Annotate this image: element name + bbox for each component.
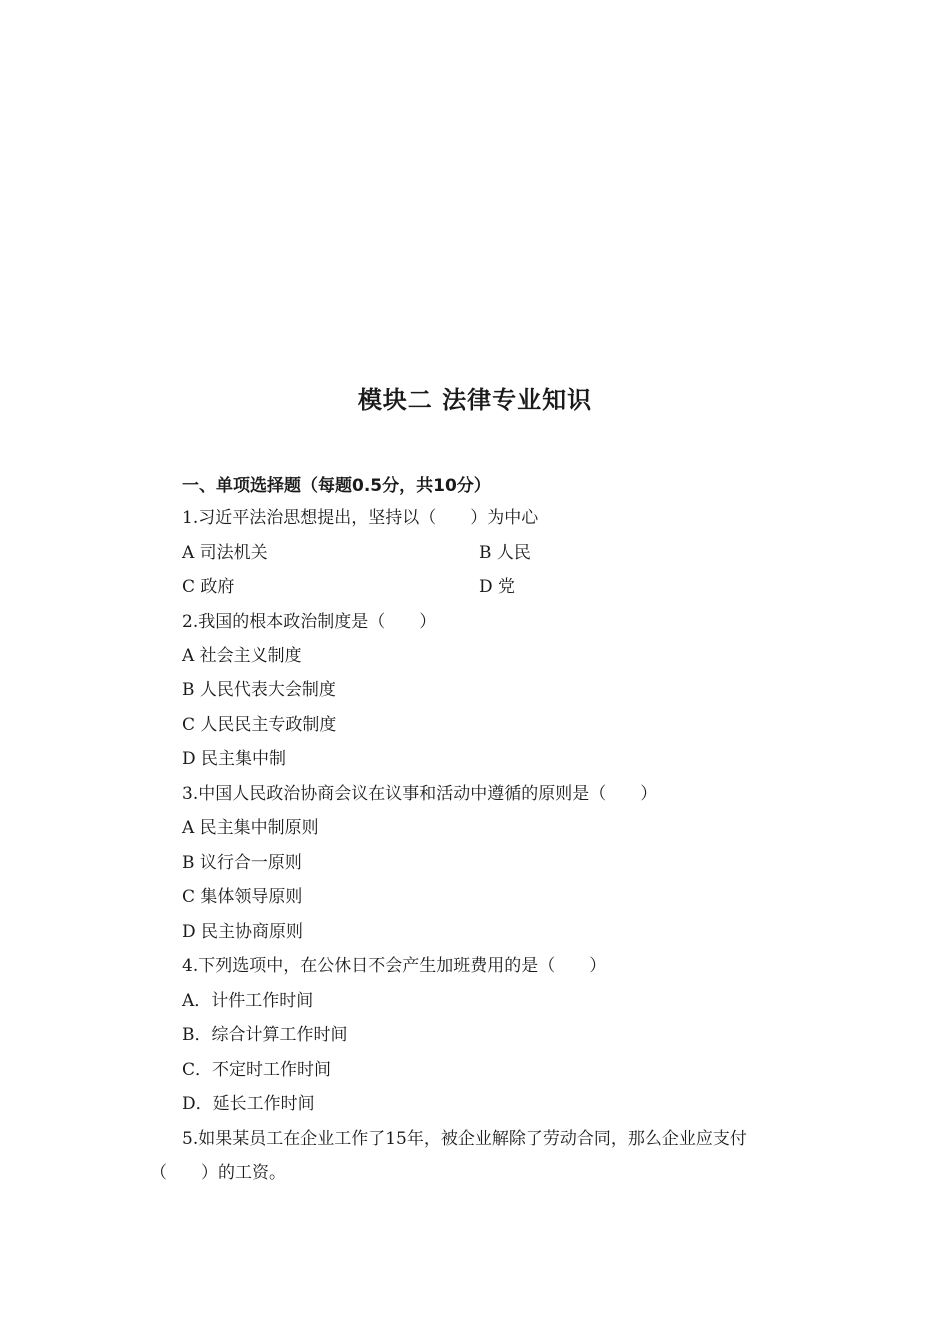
question-1-option-b: B 人民 <box>479 543 531 563</box>
question-2-option-c: C 人民民主专政制度 <box>182 715 337 735</box>
question-1-option-d: D 党 <box>479 577 516 597</box>
question-3-option-a: A 民主集中制原则 <box>182 818 319 838</box>
question-1-text: 1.习近平法治思想提出，坚持以（ ）为中心 <box>182 508 539 528</box>
question-3-option-b: B 议行合一原则 <box>182 853 302 873</box>
question-3-option-c: C 集体领导原则 <box>182 887 303 907</box>
question-4-option-d: D．延长工作时间 <box>182 1094 315 1114</box>
question-2-option-d: D 民主集中制 <box>182 749 287 769</box>
question-1-option-c: C 政府 <box>182 577 235 597</box>
question-4-option-c: C．不定时工作时间 <box>182 1060 332 1080</box>
question-2-text: 2.我国的根本政治制度是（ ） <box>182 612 437 632</box>
question-4-option-a: A．计件工作时间 <box>182 991 314 1011</box>
question-4-option-b: B．综合计算工作时间 <box>182 1025 348 1045</box>
question-2-option-a: A 社会主义制度 <box>182 646 302 666</box>
page-title: 模块二 法律专业知识 <box>357 386 593 414</box>
question-1-option-a: A 司法机关 <box>182 543 268 563</box>
question-3-option-d: D 民主协商原则 <box>182 922 304 942</box>
question-2-option-b: B 人民代表大会制度 <box>182 680 336 700</box>
section-heading: 一、单项选择题（每题0.5分，共10分） <box>182 476 491 496</box>
question-5-text-line-1: 5.如果某员工在企业工作了15年，被企业解除了劳动合同，那么企业应支付 <box>182 1129 747 1149</box>
question-4-text: 4.下列选项中，在公休日不会产生加班费用的是（ ） <box>182 956 607 976</box>
question-5-text-line-2: （ ）的工资。 <box>150 1163 286 1183</box>
question-3-text: 3.中国人民政治协商会议在议事和活动中遵循的原则是（ ） <box>182 784 658 804</box>
